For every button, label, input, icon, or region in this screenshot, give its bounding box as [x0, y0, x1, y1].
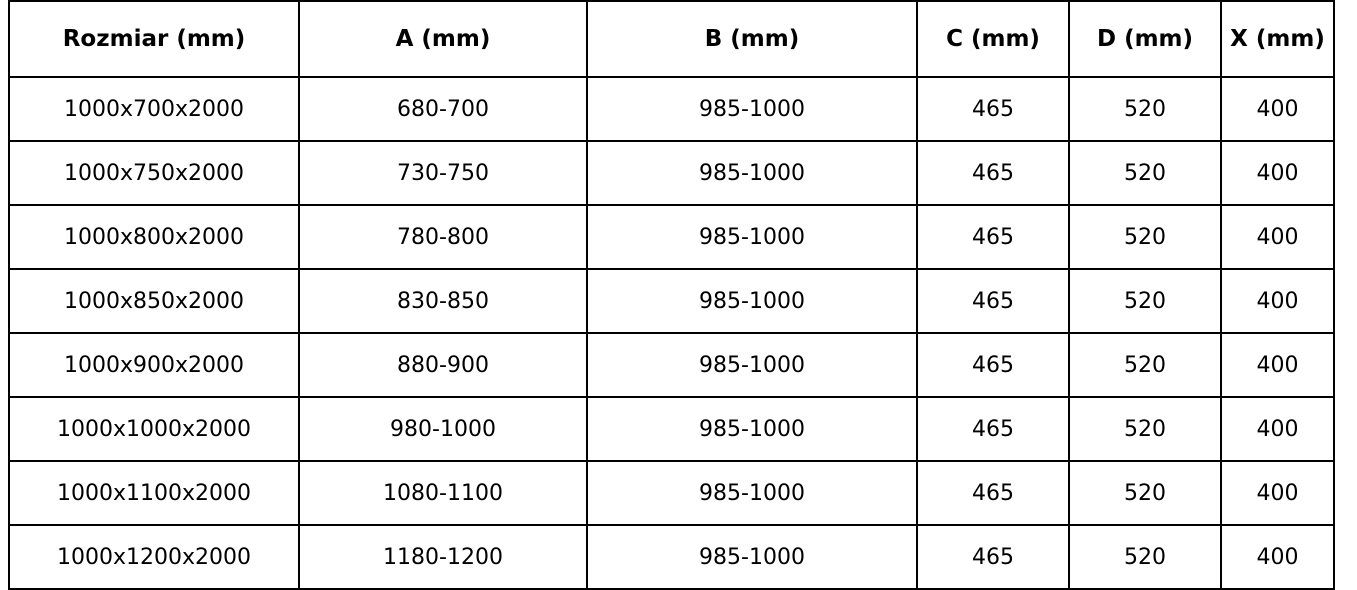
cell-rozmiar: 1000x1100x2000 [9, 461, 299, 525]
cell-d: 520 [1069, 397, 1221, 461]
cell-x: 400 [1221, 525, 1334, 589]
cell-b: 985-1000 [587, 141, 917, 205]
cell-a: 880-900 [299, 333, 587, 397]
column-header-x: X (mm) [1221, 1, 1334, 77]
cell-d: 520 [1069, 77, 1221, 141]
cell-c: 465 [917, 141, 1069, 205]
cell-b: 985-1000 [587, 525, 917, 589]
table-row [9, 77, 1334, 141]
cell-d: 520 [1069, 141, 1221, 205]
cell-b: 985-1000 [587, 77, 917, 141]
cell-rozmiar: 1000x800x2000 [9, 205, 299, 269]
cell-c: 465 [917, 397, 1069, 461]
column-header-a: A (mm) [299, 1, 587, 77]
table-body [9, 77, 1334, 589]
cell-d: 520 [1069, 525, 1221, 589]
column-header-c: C (mm) [917, 1, 1069, 77]
cell-c: 465 [917, 461, 1069, 525]
cell-c: 465 [917, 269, 1069, 333]
table-row [9, 205, 1334, 269]
cell-c: 465 [917, 205, 1069, 269]
cell-d: 520 [1069, 269, 1221, 333]
cell-rozmiar: 1000x750x2000 [9, 141, 299, 205]
cell-rozmiar: 1000x1200x2000 [9, 525, 299, 589]
cell-x: 400 [1221, 141, 1334, 205]
cell-d: 520 [1069, 205, 1221, 269]
cell-b: 985-1000 [587, 461, 917, 525]
cell-rozmiar: 1000x900x2000 [9, 333, 299, 397]
cell-a: 780-800 [299, 205, 587, 269]
cell-x: 400 [1221, 205, 1334, 269]
table-row [9, 269, 1334, 333]
cell-rozmiar: 1000x1000x2000 [9, 397, 299, 461]
cell-c: 465 [917, 525, 1069, 589]
cell-rozmiar: 1000x850x2000 [9, 269, 299, 333]
cell-c: 465 [917, 77, 1069, 141]
cell-a: 980-1000 [299, 397, 587, 461]
table-row [9, 461, 1334, 525]
cell-x: 400 [1221, 333, 1334, 397]
table-row [9, 333, 1334, 397]
column-header-rozmiar: Rozmiar (mm) [9, 1, 299, 77]
column-header-d: D (mm) [1069, 1, 1221, 77]
cell-rozmiar: 1000x700x2000 [9, 77, 299, 141]
cell-x: 400 [1221, 269, 1334, 333]
column-header-b: B (mm) [587, 1, 917, 77]
cell-b: 985-1000 [587, 269, 917, 333]
table-row [9, 397, 1334, 461]
cell-a: 730-750 [299, 141, 587, 205]
cell-x: 400 [1221, 77, 1334, 141]
table-row [9, 525, 1334, 589]
cell-x: 400 [1221, 397, 1334, 461]
cell-c: 465 [917, 333, 1069, 397]
cell-d: 520 [1069, 333, 1221, 397]
cell-a: 680-700 [299, 77, 587, 141]
cell-a: 1180-1200 [299, 525, 587, 589]
cell-b: 985-1000 [587, 397, 917, 461]
table-row [9, 141, 1334, 205]
cell-b: 985-1000 [587, 205, 917, 269]
table-header-row [9, 1, 1334, 77]
cell-x: 400 [1221, 461, 1334, 525]
cell-d: 520 [1069, 461, 1221, 525]
cell-a: 830-850 [299, 269, 587, 333]
cell-b: 985-1000 [587, 333, 917, 397]
cell-a: 1080-1100 [299, 461, 587, 525]
table-header [9, 1, 1334, 77]
dimensions-table [8, 0, 1335, 590]
